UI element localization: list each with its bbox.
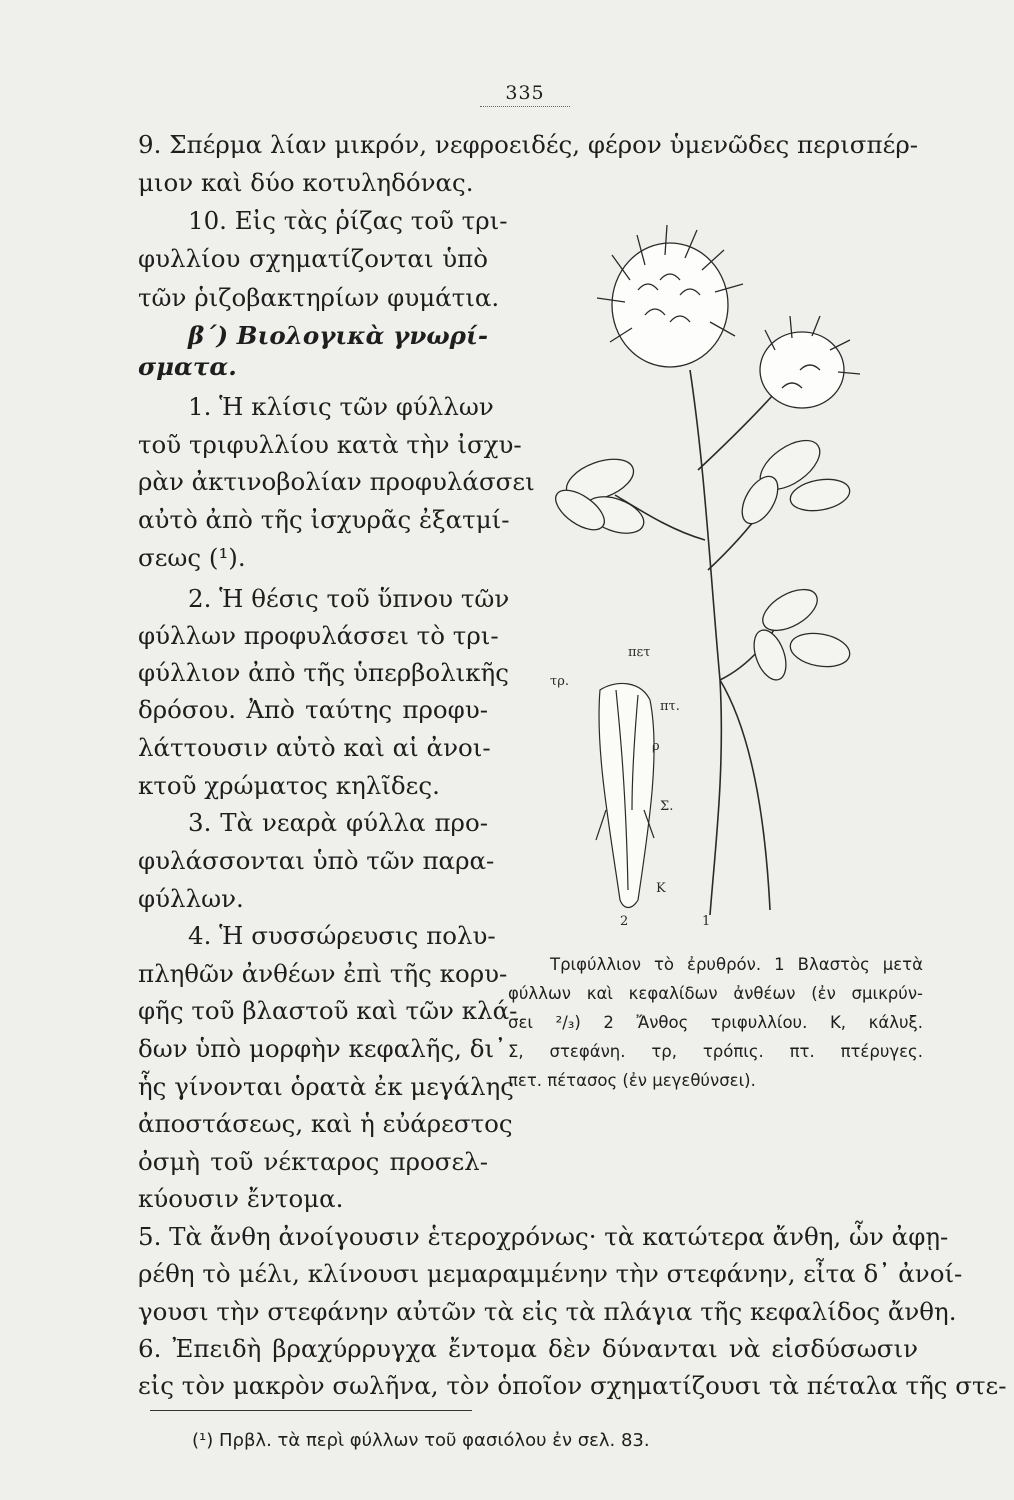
figure-caption: Σ, στεφάνη. τρ, τρόπις. πτ. πτέρυγες.: [508, 1042, 923, 1061]
text-line: φῆς τοῦ βλαστοῦ καὶ τῶν κλά-: [138, 996, 518, 1025]
text-line: 4. Ἡ συσσώρευσις πολυ-: [188, 921, 496, 950]
figure-caption: Τριφύλλιον τὸ ἐρυθρόν. 1 Βλαστὸς μετὰ: [550, 955, 923, 974]
text-line: 6. Ἐπειδὴ βραχύρρυγχα ἔντομα δὲν δύνανται νὰ εἰσδύσωσιν: [138, 1334, 918, 1363]
flower-head-top: [597, 225, 743, 367]
flower-detail: [596, 683, 654, 907]
clover-illustration: [520, 210, 940, 930]
text-line: δρόσου. Ἀπὸ ταύτης προφυ-: [138, 695, 488, 724]
text-line: δων ὑπὸ μορφὴν κεφαλῆς, δι᾽: [138, 1034, 507, 1063]
label-one: 1: [702, 914, 711, 929]
figure-caption: σει ²/₃) 2 Ἄνθος τριφυλλίου. Κ, κάλυξ.: [508, 1013, 923, 1032]
text-line: μιον καὶ δύο κοτυληδόνας.: [138, 168, 474, 197]
footnote-rule: [150, 1410, 472, 1411]
label-rho: ρ: [652, 739, 660, 754]
page-number: 335: [480, 82, 570, 107]
label-kappa: Κ: [656, 881, 666, 896]
text-line: τῶν ῥιζοβακτηρίων φυμάτια.: [138, 283, 500, 312]
section-heading: β΄) Βιολογικὰ γνωρί-: [188, 321, 488, 350]
figure-caption: πετ. πέτασος (ἐν μεγεθύνσει).: [508, 1071, 756, 1090]
text-line: λάττουσιν αὐτὸ καὶ αἱ ἀνοι-: [138, 733, 491, 762]
text-line: 9. Σπέρμα λίαν μικρόν, νεφροειδές, φέρον ὑμενῶδες περισπέρ-: [138, 130, 918, 159]
text-line: ὀσμὴ τοῦ νέκταρος προσελ-: [138, 1147, 488, 1176]
text-line: ρὰν ἀκτινοβολίαν προφυλάσσει: [138, 467, 535, 496]
text-line: ἧς γίνονται ὁρατὰ ἐκ μεγάλης: [138, 1072, 515, 1101]
label-pet: πετ: [628, 645, 651, 660]
label-two: 2: [620, 914, 629, 929]
label-tr: τρ.: [550, 674, 569, 689]
text-line: 3. Τὰ νεαρὰ φύλλα προ-: [188, 808, 488, 837]
text-line: φύλλων προφυλάσσει τὸ τρι-: [138, 621, 499, 650]
text-line: πληθῶν ἀνθέων ἐπὶ τῆς κορυ-: [138, 959, 508, 988]
figure-caption: φύλλων καὶ κεφαλίδων ἀνθέων (ἐν σμικρύν-: [508, 984, 923, 1003]
text-line: γουσι τὴν στεφάνην αὐτῶν τὰ εἰς τὰ πλάγια τῆς κεφαλίδος ἄνθη.: [138, 1297, 957, 1326]
leaves: [549, 431, 852, 684]
text-line: ἀποστάσεως, καὶ ἡ εὐάρεστος: [138, 1109, 513, 1138]
text-line: φύλλιον ἀπὸ τῆς ὑπερβολικῆς: [138, 658, 509, 687]
text-line: αὐτὸ ἀπὸ τῆς ἰσχυρᾶς ἐξατμί-: [138, 505, 510, 534]
label-pt: πτ.: [660, 699, 680, 714]
text-line: κτοῦ χρώματος κηλῖδες.: [138, 771, 440, 800]
text-line: εἰς τὸν μακρὸν σωλῆνα, τὸν ὁποῖον σχηματίζουσι τὰ πέταλα τῆς στε-: [138, 1371, 1007, 1400]
text-line: κύουσιν ἔντομα.: [138, 1184, 344, 1213]
text-line: 2. Ἡ θέσις τοῦ ὕπνου τῶν: [188, 584, 510, 613]
text-line: φυλάσσονται ὑπὸ τῶν παρα-: [138, 846, 495, 875]
flower-head-right: [760, 316, 860, 408]
label-sigma: Σ.: [660, 799, 674, 814]
text-line: 10. Εἰς τὰς ῥίζας τοῦ τρι-: [188, 206, 508, 235]
lower-branch: [720, 680, 770, 910]
branch-stem: [698, 385, 782, 470]
text-line: τοῦ τριφυλλίου κατὰ τὴν ἰσχυ-: [138, 430, 522, 459]
text-line: 5. Τὰ ἄνθη ἀνοίγουσιν ἑτεροχρόνως· τὰ κατώτερα ἄνθη, ὧν ἀφῃ-: [138, 1222, 949, 1251]
text-line: 1. Ἡ κλίσις τῶν φύλλων: [188, 392, 494, 421]
text-line: φύλλων.: [138, 884, 244, 913]
text-line: φυλλίου σχηματίζονται ὑπὸ: [138, 244, 488, 273]
text-line: σεως (¹).: [138, 543, 246, 572]
section-heading-cont: σματα.: [138, 352, 237, 381]
footnote: (¹) Πρβλ. τὰ περὶ φύλλων τοῦ φασιόλου ἐν σελ. 83.: [192, 1430, 650, 1451]
text-line: ρέθη τὸ μέλι, κλίνουσι μεμαραμμένην τὴν στεφάνην, εἶτα δ᾽ ἀνοί-: [138, 1259, 963, 1288]
